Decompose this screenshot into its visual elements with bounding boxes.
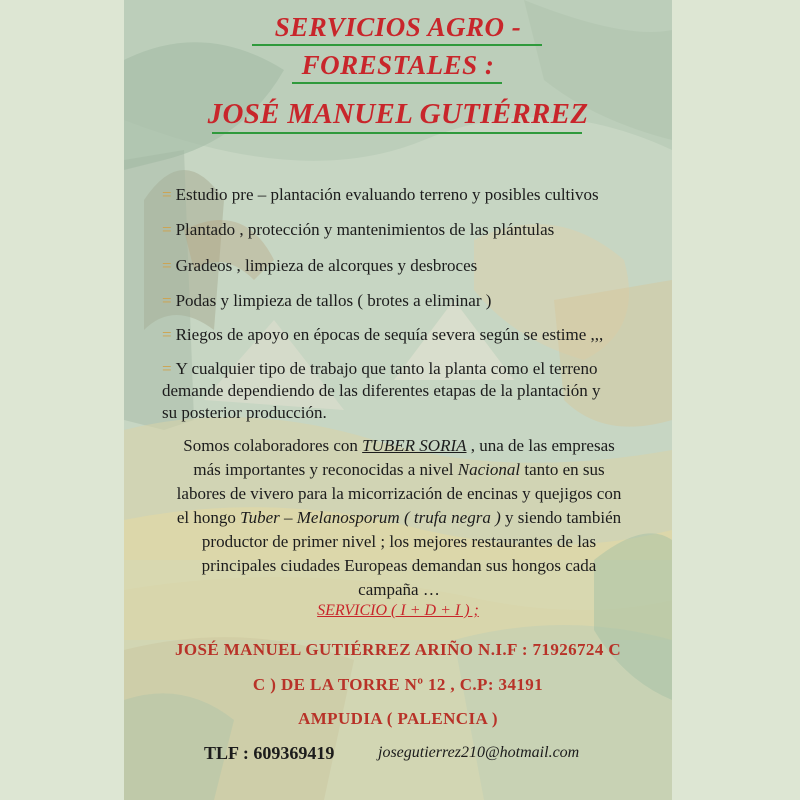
collaboration-paragraph <box>174 434 624 602</box>
contact-address: C ) DE LA TORRE Nº 12 , C.P: 34191 <box>252 675 544 694</box>
title-underline-2 <box>292 82 502 84</box>
bullet-marker: = <box>162 185 172 204</box>
title-underline-3 <box>212 132 582 134</box>
service-item <box>162 324 662 346</box>
collab-text: tanto en sus labores de vivero para la micorrización de encinas y quejigos con el hongo <box>176 460 622 527</box>
title-underline-1 <box>252 44 542 46</box>
flyer-content <box>124 0 672 800</box>
bullet-marker: = <box>162 291 172 310</box>
bullet-marker: = <box>162 220 172 239</box>
service-text: Plantado , protección y mantenimientos de las plántulas <box>175 220 555 239</box>
collab-text: , una de las empresas <box>470 436 615 455</box>
collab-text: más importantes y reconocidas a nivel <box>193 460 454 479</box>
bullet-marker: = <box>162 359 172 378</box>
service-text: Y cualquier tipo de trabajo que tanto la planta como el terreno <box>175 359 598 378</box>
service-item <box>162 184 662 206</box>
service-item <box>162 255 662 277</box>
service-item <box>162 358 662 380</box>
title-name: JOSÉ MANUEL GUTIÉRREZ <box>207 98 589 130</box>
service-text: Riegos de apoyo en épocas de sequía severa según se estime ,,, <box>175 325 604 344</box>
service-item-continuation: su posterior producción. <box>162 403 327 422</box>
title-line-1: SERVICIOS AGRO - <box>274 12 522 42</box>
contact-phone: TLF : 609369419 <box>204 743 335 763</box>
collab-text: y siendo también productor de primer nivel ; los mejores restaurantes de las principales ciudades Europeas demandan sus hongos cada campaña … <box>201 508 622 599</box>
service-text: Podas y limpieza de tallos ( brotes a eliminar ) <box>175 291 492 310</box>
collab-nacional: Nacional <box>457 460 521 479</box>
collab-species: Tuber – Melanosporum ( trufa negra ) <box>240 508 501 527</box>
service-text: Estudio pre – plantación evaluando terreno y posibles cultivos <box>175 185 599 204</box>
service-item <box>162 290 662 312</box>
service-item-continuation: demande dependiendo de las diferentes etapas de la plantación y <box>162 381 601 400</box>
contact-email[interactable]: josegutierrez210@hotmail.com <box>378 744 580 761</box>
bullet-marker: = <box>162 256 172 275</box>
flyer <box>124 0 672 800</box>
service-item <box>162 219 662 241</box>
contact-city: AMPUDIA ( PALENCIA ) <box>298 709 498 728</box>
bullet-marker: = <box>162 325 172 344</box>
collab-text: Somos colaboradores con <box>183 436 358 455</box>
service-title: SERVICIO ( I + D + I ) ; <box>317 602 479 619</box>
tuber-soria-link[interactable]: TUBER SORIA <box>362 436 467 455</box>
service-text: Gradeos , limpieza de alcorques y desbroces <box>175 256 478 275</box>
title-line-2: FORESTALES : <box>301 50 495 80</box>
contact-name-nif: JOSÉ MANUEL GUTIÉRREZ ARIÑO N.I.F : 71926724 C <box>174 640 622 659</box>
